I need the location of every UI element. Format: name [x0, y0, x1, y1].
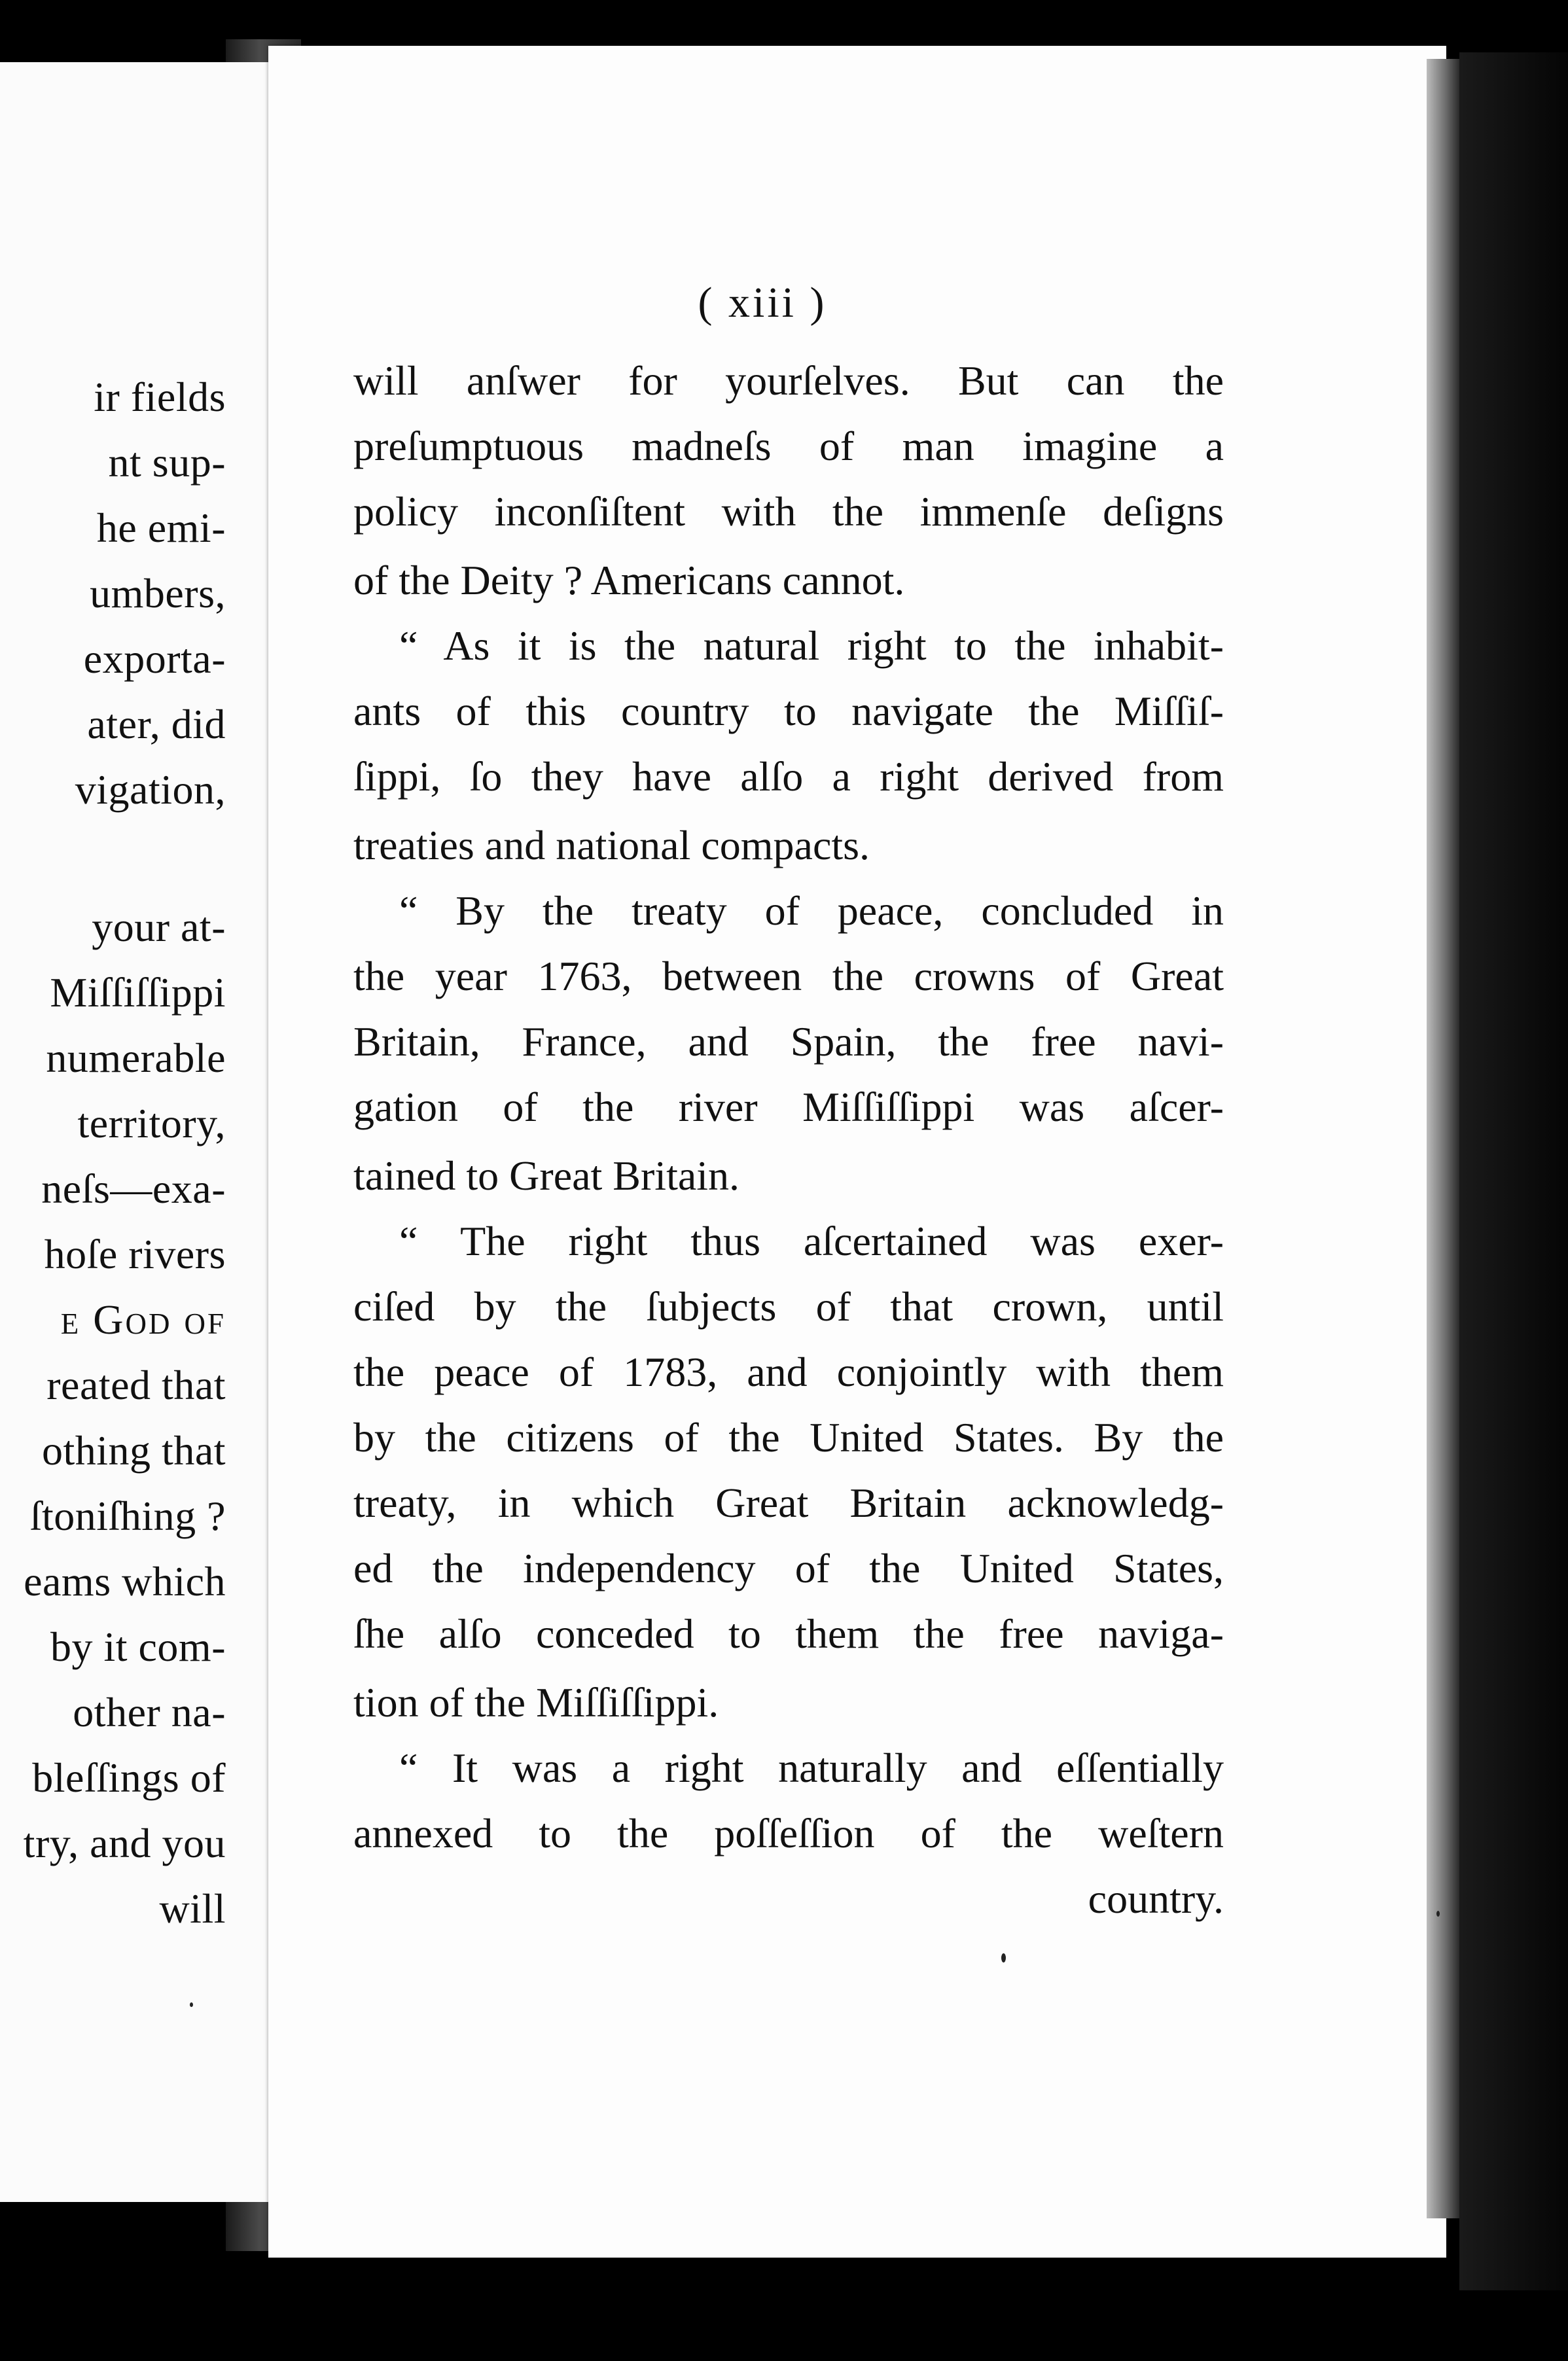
left-page-line: he emi-: [96, 505, 226, 551]
left-page-line: bleſſings of: [32, 1754, 226, 1801]
page-number-header: ( xiii ): [698, 279, 827, 327]
left-page-line: e God of: [60, 1296, 226, 1343]
text-line: ants of this country to navigate the Miſſiſ-: [353, 688, 1224, 734]
left-page-line: ir fields: [94, 374, 226, 420]
page-edge: [1427, 59, 1459, 2218]
left-page-line: by it com-: [50, 1624, 226, 1670]
text-line: the year 1763, between the crowns of Great: [353, 953, 1224, 999]
text-line: tained to Great Britain.: [353, 1152, 740, 1199]
left-page-line: ater, did: [87, 701, 226, 747]
text-line: “ By the treaty of peace, concluded in: [399, 887, 1224, 934]
left-page-line: neſs—exa-: [41, 1165, 226, 1212]
text-line: preſumptuous madneſs of man imagine a: [353, 423, 1224, 469]
left-page-line: territory,: [77, 1100, 226, 1146]
left-page-line: othing that: [41, 1427, 226, 1474]
text-line: tion of the Miſſiſſippi.: [353, 1679, 719, 1726]
left-page-line: umbers,: [90, 570, 226, 616]
left-page-line: will: [159, 1885, 226, 1932]
left-page-line: numerable: [46, 1035, 226, 1081]
text-line: ſippi, ſo they have alſo a right derived from: [353, 753, 1224, 800]
text-line: ſhe alſo conceded to them the free naviga-: [353, 1610, 1224, 1657]
left-page-line: your at-: [92, 904, 226, 950]
ink-speck: [1436, 1911, 1440, 1917]
text-line: “ It was a right naturally and eſſentially: [399, 1745, 1224, 1791]
left-page-line: hoſe rivers: [44, 1231, 226, 1277]
left-page-line: other na-: [73, 1689, 226, 1735]
text-line: of the Deity ? Americans cannot.: [353, 557, 905, 603]
left-page-line: ſtoniſhing ?: [29, 1493, 226, 1539]
left-page-line: exporta-: [83, 635, 226, 682]
text-line: by the citizens of the United States. By the: [353, 1414, 1224, 1461]
text-line: ciſed by the ſubjects of that crown, until: [353, 1283, 1224, 1330]
text-line: “ As it is the natural right to the inhabit-: [399, 622, 1224, 669]
left-page-line: vigation,: [75, 766, 226, 813]
left-page-line: nt sup-: [108, 439, 226, 486]
text-line: will anſwer for yourſelves. But can the: [353, 357, 1224, 404]
text-line: the peace of 1783, and conjointly with them: [353, 1349, 1224, 1395]
text-line: treaty, in which Great Britain acknowledg-: [353, 1480, 1224, 1526]
left-page-line: try, and you: [23, 1820, 226, 1866]
text-line: ed the independency of the United States,: [353, 1545, 1224, 1591]
book-cover-edge: [1459, 52, 1568, 2290]
text-line: Britain, France, and Spain, the free navi-: [353, 1018, 1224, 1065]
catchword: country.: [1088, 1875, 1224, 1922]
text-line: treaties and national compacts.: [353, 822, 870, 868]
text-line: annexed to the poſſeſſion of the weſtern: [353, 1810, 1224, 1856]
left-page-line: eams which: [24, 1558, 226, 1605]
ink-speck: [1001, 1953, 1006, 1962]
left-page-line: Miſſiſſippi: [50, 969, 226, 1016]
left-page-fragment: [0, 62, 288, 2202]
text-line: policy inconſiſtent with the immenſe deſigns: [353, 488, 1224, 535]
left-page-line: reated that: [46, 1362, 226, 1408]
ink-speck: [190, 2002, 193, 2007]
text-line: “ The right thus aſcertained was exer-: [399, 1218, 1224, 1264]
text-line: gation of the river Miſſiſſippi was aſcer-: [353, 1084, 1224, 1130]
